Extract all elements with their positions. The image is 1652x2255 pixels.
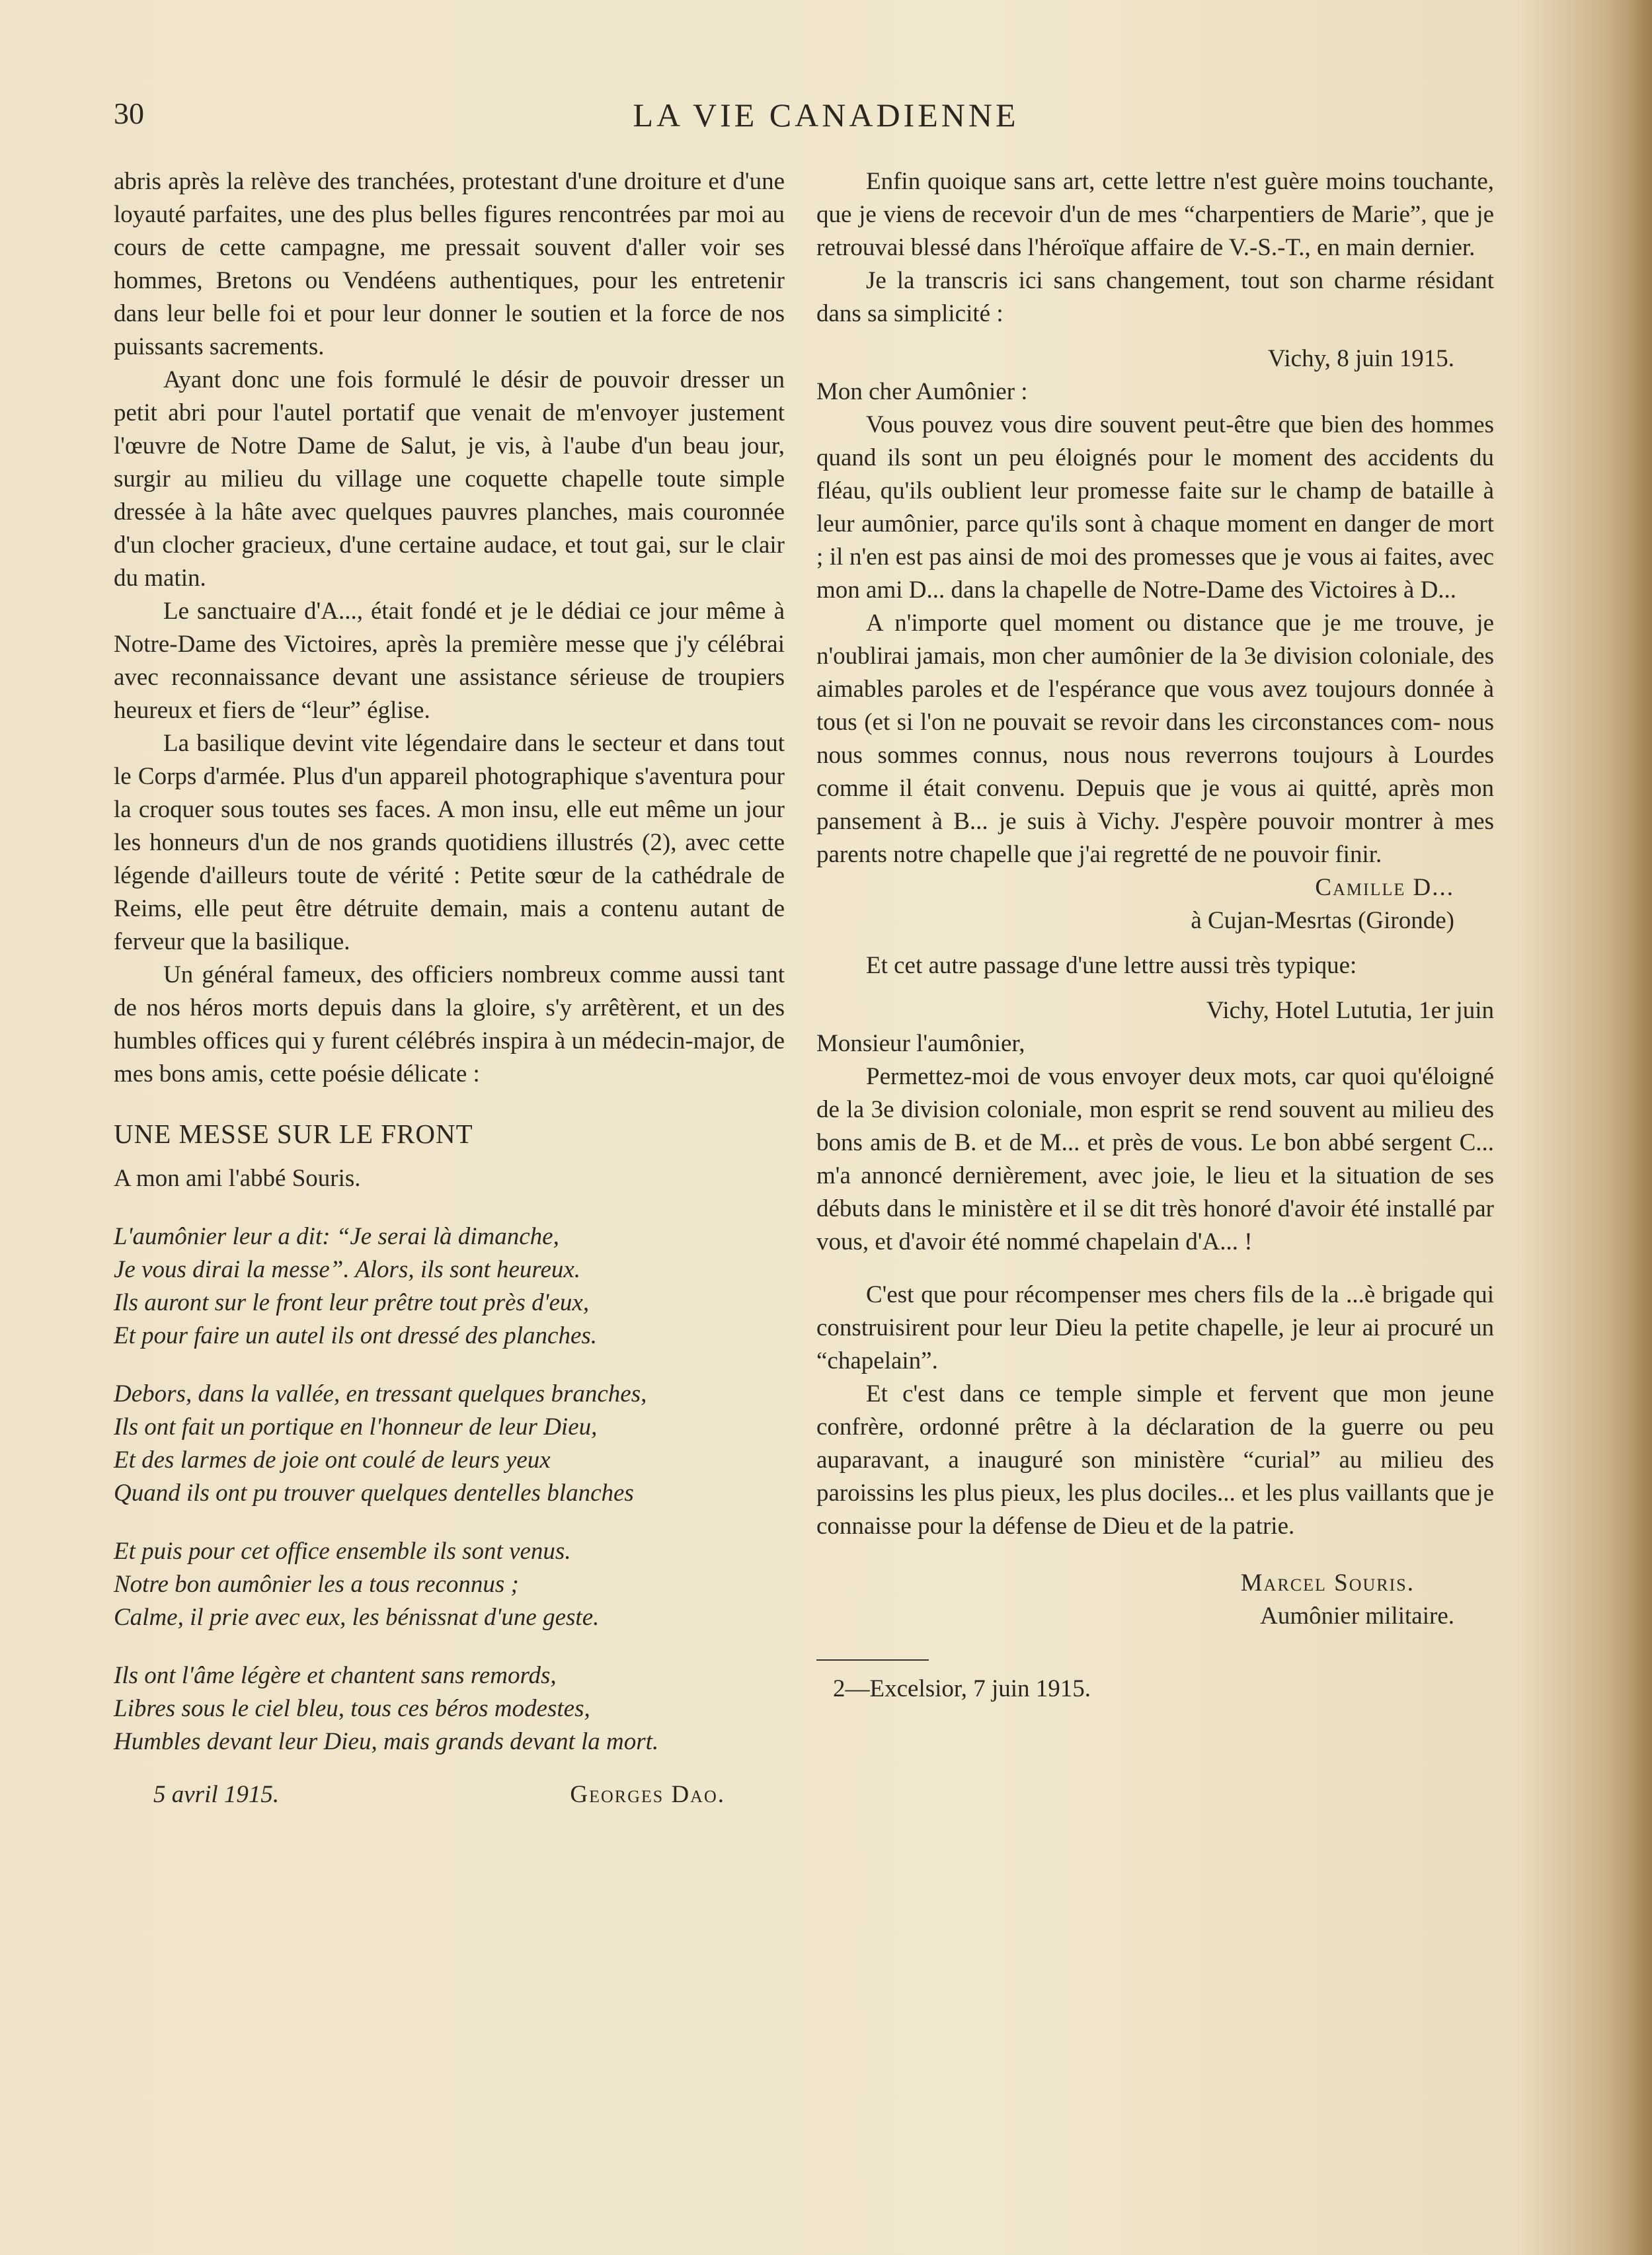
letter-paragraph: Vous pouvez vous dire souvent peut-être que bien des hommes quand ils sont un peu éloignés pour le moment des accidents du fléau, qu'ils oublient leur promesse faite sur le champ de bataille à leur aumônier, parce qu'ils sont à chaque moment en danger de mort ; il n'en est pas ainsi de moi des promesses que je vous ai faites, avec mon ami D... dans la chapelle de Notre-Dame des Victoires à D... <box>816 411 1494 604</box>
letter-place-date: Vichy, Hotel Lututia, 1er juin <box>1206 997 1494 1024</box>
poem-dedication: A mon ami l'abbé Souris. <box>114 1165 361 1192</box>
poem-line: Ils ont l'âme légère et chantent sans remords, <box>114 1662 557 1689</box>
right-column <box>816 165 1494 1706</box>
poem-title: UNE MESSE SUR LE FRONT <box>114 1119 473 1149</box>
paragraph: La basilique devint vite légendaire dans le secteur et dans tout le Corps d'armée. Plus d'un appareil photographique s'aventura pour la croquer sous toutes ses faces. A mon insu, elle eut même un jour les honneurs d'un de nos grands quotidiens illustrés (2), avec cette légende d'ailleurs toute de vérité : Petite sœur de la cathédrale de Reims, elle peut être détruite demain, mais a contenu autant de ferveur que la basilique. <box>114 730 785 955</box>
paragraph: Le sanctuaire d'A..., était fondé et je le dédiai ce jour même à Notre-Dame des Victoires, après la première messe que j'y célébrai avec reconnaissance devant une assistance sérieuse de troupiers heureux et fiers de “leur” église. <box>114 598 785 724</box>
paragraph: Un général fameux, des officiers nombreux comme aussi tant de nos héros morts depuis dans la gloire, s'y arrêtèrent, et un des humbles offices qui y furent célébrés inspira à un médecin-major, de mes bons amis, cette poésie délicate : <box>114 961 785 1088</box>
paragraph: C'est que pour récompenser mes chers fils de la ...è brigade qui construisirent pour leur Dieu la petite chapelle, je leur ai procuré un “chapelain”. <box>816 1281 1494 1374</box>
paragraph: Et c'est dans ce temple simple et fervent que mon jeune confrère, ordonné prêtre à la déclaration de la guerre ou peu auparavant, a inauguré son ministère “curial” au milieu des paroissins les plus pieux, les plus dociles... et les plus vaillants que je connaisse pour la défense de Dieu et de la patrie. <box>816 1380 1494 1540</box>
poem-line: Calme, il prie avec eux, les bénissnat d'une geste. <box>114 1604 600 1631</box>
poem-date: 5 avril 1915. <box>153 1781 280 1808</box>
poem-line: Quand ils ont pu trouver quelques dentelles blanches <box>114 1480 634 1507</box>
paragraph: Enfin quoique sans art, cette lettre n'est guère moins touchante, que je viens de recevoir d'un de mes “charpentiers de Marie”, que je retrouvai blessé dans l'héroïque affaire de V.-S.-T., en main dernier. <box>816 168 1494 261</box>
page-edge-shadow <box>1632 0 1652 2255</box>
letter-paragraph: Permettez-moi de vous envoyer deux mots, car quoi qu'éloigné de la 3e division coloniale, mon esprit se rend souvent au milieu des bons amis de B. et de M... et près de vous. Le bon abbé sergent C... m'a annoncé dernièrement, avec joie, le lieu et la situation de ses débuts dans le ministère et il se dit très honoré d'avoir été installé par vous, et d'avoir été nommé chapelain d'A... ! <box>816 1063 1494 1255</box>
poem-stanza <box>114 1659 785 1759</box>
poem-stanza <box>114 1535 785 1634</box>
footnote-rule <box>816 1659 929 1661</box>
poem-author: Georges Dao. <box>570 1781 725 1808</box>
poem-line: Humbles devant leur Dieu, mais grands devant la mort. <box>114 1728 659 1755</box>
paragraph: abris après la relève des tranchées, protestant d'une droiture et d'une loyauté parfaites, une des plus belles figures rencontrées par moi au cours de cette campagne, me pressait souvent d'aller voir ses hommes, Bretons ou Vendéens authentiques, pour les entretenir dans leur belle foi et pour leur donner le soutien et la force de nos puissants sacrements. <box>114 168 785 360</box>
poem-line: Debors, dans la vallée, en tressant quelques branches, <box>114 1380 647 1407</box>
poem-footer <box>114 1778 785 1811</box>
left-column <box>114 165 785 1811</box>
page-number: 30 <box>114 97 144 130</box>
letter-signature: Camille D... <box>1315 874 1454 901</box>
poem-line: Ils ont fait un portique en l'honneur de leur Dieu, <box>114 1413 598 1441</box>
paragraph: Ayant donc une fois formulé le désir de pouvoir dresser un petit abri pour l'autel portatif que venait de m'envoyer justement l'œuvre de Notre Dame de Salut, je vis, à l'aube d'un beau jour, surgir au milieu du village une coquette chapelle toute simple dressée à la hâte avec quelques pauvres planches, mais couronnée d'un clocher gracieux, d'une certaine audace, et tout gai, sur le clair du matin. <box>114 366 785 592</box>
poem-line: L'aumônier leur a dit: “Je serai là dimanche, <box>114 1223 559 1250</box>
letter-salutation: Monsieur l'aumônier, <box>816 1030 1025 1057</box>
poem-stanza <box>114 1378 785 1510</box>
paragraph: Et cet autre passage d'une lettre aussi très typique: <box>866 952 1357 979</box>
poem-line: Notre bon aumônier les a tous reconnus ; <box>114 1571 519 1598</box>
article-author-title: Aumônier militaire. <box>1260 1602 1454 1630</box>
article-author: Marcel Souris. <box>1240 1569 1415 1597</box>
poem-line: Libres sous le ciel bleu, tous ces béros modestes, <box>114 1695 590 1722</box>
poem-line: Et pour faire un autel ils ont dressé des planches. <box>114 1322 598 1349</box>
letter-paragraph: A n'importe quel moment ou distance que je me trouve, je n'oublirai jamais, mon cher aumônier de la 3e division coloniale, des aimables paroles et de l'espérance que vous avez toujours donnée à tous (et si l'on ne pouvait se revoir dans les circonstances com- nous nous sommes connus, nous nous reverrons toujours à Lourdes comme il était convenu. Depuis que je vous ai quitté, après mon pansement à B... je suis à Vichy. J'espère pouvoir montrer à mes parents notre chapelle que j'ai regretté de ne pouvoir finir. <box>816 610 1494 868</box>
paragraph: Je la transcris ici sans changement, tout son charme résidant dans sa simplicité : <box>816 267 1494 327</box>
poem-line: Je vous dirai la messe”. Alors, ils sont heureux. <box>114 1256 581 1283</box>
letter-signature-place: à Cujan-Mesrtas (Gironde) <box>1191 907 1454 934</box>
letter-place-date: Vichy, 8 juin 1915. <box>1267 345 1454 372</box>
poem-line: Et des larmes de joie ont coulé de leurs yeux <box>114 1446 551 1474</box>
running-title: LA VIE CANADIENNE <box>633 97 1019 134</box>
poem-stanza <box>114 1220 785 1353</box>
footnote: 2—Excelsior, 7 juin 1915. <box>833 1675 1091 1702</box>
poem-line: Ils auront sur le front leur prêtre tout près d'eux, <box>114 1289 590 1316</box>
poem-line: Et puis pour cet office ensemble ils sont venus. <box>114 1538 571 1565</box>
letter-salutation: Mon cher Aumônier : <box>816 378 1028 405</box>
